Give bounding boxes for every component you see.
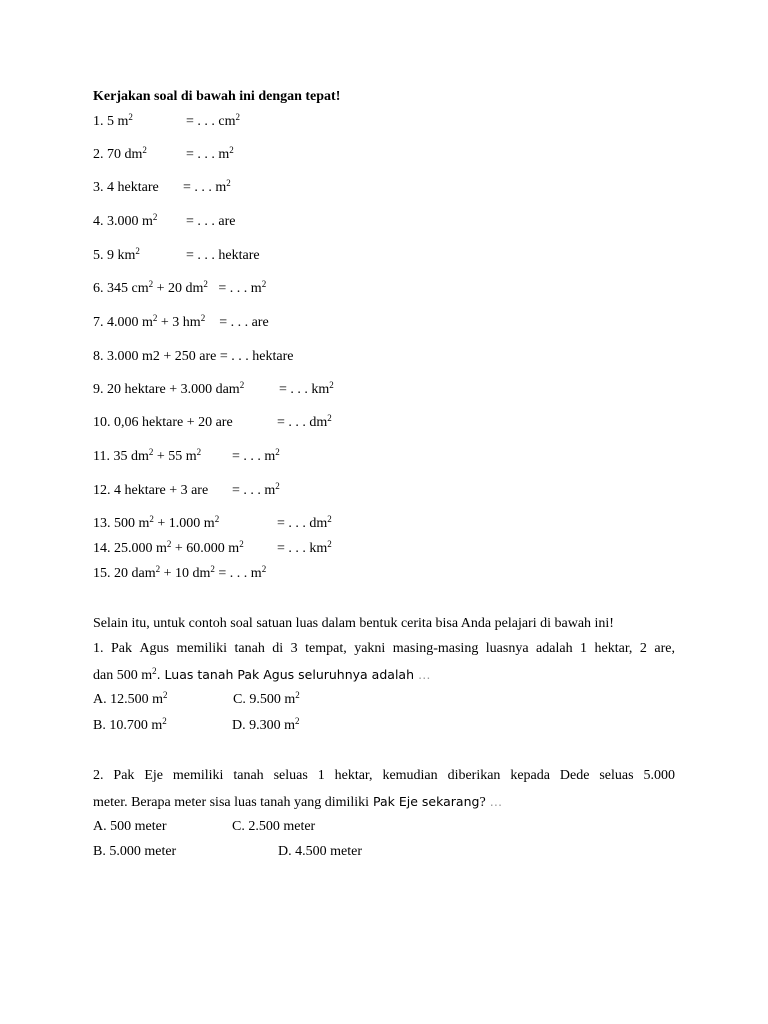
superscript: 2	[163, 690, 168, 700]
exercise-right: = . . . m	[232, 449, 276, 464]
exercise-left: 3.000 m	[107, 214, 153, 229]
exercise-right: = . . . dm	[277, 516, 328, 531]
word: 1.	[93, 641, 104, 656]
exercise-right: = . . . cm	[186, 114, 236, 129]
superscript: 2	[329, 380, 334, 390]
worksheet-title: Kerjakan soal di bawah ini dengan tepat!	[93, 89, 341, 104]
word: hektar,	[594, 641, 633, 656]
word: diberikan	[447, 768, 501, 783]
exercise-left: 6. 345 cm	[93, 281, 149, 296]
option-b: B. 5.000 meter	[93, 844, 177, 859]
word: tanah	[233, 768, 264, 783]
option-d: D. 9.300 m	[232, 718, 295, 733]
exercise-row	[93, 481, 280, 500]
exercise-row	[93, 447, 280, 466]
exercise-left: 12. 4 hektare + 3 are	[93, 483, 209, 498]
word: 2	[639, 641, 647, 656]
word: are,	[654, 641, 675, 656]
exercise-right: = . . . hektare	[186, 248, 260, 263]
exercise-left: 9. 20 hektare + 3.000 dam	[93, 382, 240, 397]
exercise-left: 70 dm	[107, 147, 143, 162]
story-question-2-line-1	[93, 767, 675, 785]
superscript: 2	[295, 690, 300, 700]
exercise-left: 14. 25.000 m	[93, 541, 167, 556]
word: di	[272, 641, 284, 656]
superscript: 2	[275, 447, 280, 457]
superscript: 2	[152, 666, 157, 676]
exercise-row	[93, 413, 332, 432]
exercise-right: = . . . km	[277, 541, 328, 556]
superscript: 2	[261, 279, 267, 289]
exercise-left-sup: 2	[128, 112, 133, 122]
option-c: C. 9.500 m	[233, 692, 296, 707]
exercise-number: 4.	[93, 214, 104, 229]
exercise-left-sup: 2	[152, 212, 158, 222]
exercise-left: 7. 4.000 m	[93, 315, 153, 330]
exercise-row	[93, 514, 332, 533]
question-mark: ?	[479, 795, 486, 810]
superscript: 2	[152, 313, 158, 323]
exercise-row	[93, 314, 269, 332]
exercise-left-sup: 2	[135, 246, 140, 256]
exercise-right-sup: 2	[229, 145, 234, 155]
exercise-mid: + 3 hm	[157, 315, 201, 330]
word: seluas	[599, 768, 634, 783]
word: memiliki	[172, 768, 224, 783]
word: tempat,	[305, 641, 347, 656]
story-question-2-line-2	[93, 793, 502, 812]
superscript: 2	[162, 716, 167, 726]
exercise-row: 8. 3.000 m2 + 250 are = . . . hektare	[93, 349, 294, 364]
superscript: 2	[239, 380, 245, 390]
word: 3	[290, 641, 298, 656]
word: Pak	[113, 768, 135, 783]
exercise-right: = . . . m	[183, 180, 227, 195]
option-a: A. 500 meter	[93, 819, 167, 834]
exercise-number: 1.	[93, 114, 104, 129]
superscript: 2	[210, 564, 215, 574]
word: adalah	[536, 641, 573, 656]
question-text: dan 500 m	[93, 668, 153, 683]
option-c: C. 2.500 meter	[232, 819, 316, 834]
exercise-right: = . . . m	[232, 483, 276, 498]
superscript: 2	[200, 313, 206, 323]
word: masing-masing	[392, 641, 479, 656]
exercise-left: 15. 20 dam	[93, 566, 156, 581]
story-question-1-line-2	[93, 666, 430, 685]
exercise-right-sup: 2	[226, 178, 231, 188]
word: 1	[317, 768, 325, 783]
exercise-left: 10. 0,06 hektare + 20 are	[93, 415, 233, 430]
word: kepada	[510, 768, 550, 783]
exercise-mid: + 60.000 m	[171, 541, 240, 556]
exercise-number: 2.	[93, 147, 104, 162]
superscript: 2	[155, 564, 161, 574]
superscript: 2	[149, 514, 154, 524]
exercise-row	[93, 280, 266, 298]
exercise-number: 3.	[93, 180, 104, 195]
exercise-right: = . . . are	[186, 214, 236, 229]
document-page	[93, 0, 675, 1024]
word: tanah	[234, 641, 265, 656]
exercise-mid: + 1.000 m	[153, 516, 215, 531]
exercise-right: = . . . km	[279, 382, 330, 397]
exercise-left: 13. 500 m	[93, 516, 150, 531]
word: luasnya	[485, 641, 529, 656]
exercise-number: 5.	[93, 248, 104, 263]
exercise-mid: + 10 dm	[160, 566, 211, 581]
superscript: 2	[261, 564, 267, 574]
word: yakni	[354, 641, 386, 656]
exercise-right-sup: 2	[235, 112, 240, 122]
exercise-left: 5 m	[107, 114, 129, 129]
question-text: . Luas tanah Pak Agus seluruhnya adalah	[156, 667, 414, 682]
word: seluas	[273, 768, 308, 783]
word: Agus	[139, 641, 169, 656]
story-intro: Selain itu, untuk contoh soal satuan luas dalam bentuk cerita bisa Anda pelajari di bawah ini!	[93, 616, 614, 631]
exercise-left: 4 hektare	[107, 180, 159, 195]
word: Pak	[110, 641, 132, 656]
exercise-row	[93, 565, 266, 583]
word: 5.000	[643, 768, 675, 783]
word: 2.	[93, 768, 104, 783]
question-ellipsis: …	[414, 667, 431, 682]
superscript: 2	[203, 279, 208, 289]
story-question-1-line-1	[93, 640, 675, 658]
superscript: 2	[166, 539, 172, 549]
question-text: meter. Berapa meter sisa luas tanah yang dimiliki	[93, 795, 370, 810]
superscript: 2	[196, 447, 202, 457]
word: Dede	[559, 768, 590, 783]
word: memiliki	[176, 641, 228, 656]
superscript: 2	[148, 447, 154, 457]
exercise-mid: + 20 dm	[153, 281, 204, 296]
exercise-right: = . . . dm	[277, 415, 328, 430]
question-text: Pak Eje sekarang	[369, 794, 480, 809]
superscript: 2	[327, 539, 332, 549]
superscript: 2	[327, 413, 332, 423]
option-b: B. 10.700 m	[93, 718, 163, 733]
exercise-row	[93, 380, 334, 399]
superscript: 2	[214, 514, 220, 524]
option-a: A. 12.500 m	[93, 692, 163, 707]
option-d: D. 4.500 meter	[278, 844, 362, 859]
exercise-left: 9 km	[107, 248, 136, 263]
superscript: 2	[327, 514, 332, 524]
exercise-right: = . . . m	[186, 147, 230, 162]
word: 1	[580, 641, 588, 656]
word: kemudian	[382, 768, 438, 783]
superscript: 2	[295, 716, 300, 726]
exercise-right: = . . . m	[218, 281, 262, 296]
question-ellipsis: …	[485, 794, 503, 809]
exercise-right: = . . . m	[214, 566, 262, 581]
superscript: 2	[148, 279, 154, 289]
exercise-right: = . . . are	[219, 315, 269, 330]
word: Eje	[144, 768, 163, 783]
exercise-row	[93, 539, 332, 558]
word: hektar,	[334, 768, 373, 783]
superscript: 2	[239, 539, 244, 549]
exercise-mid: + 55 m	[153, 449, 197, 464]
exercise-left-sup: 2	[142, 145, 147, 155]
superscript: 2	[275, 481, 280, 491]
exercise-left: 11. 35 dm	[93, 449, 149, 464]
